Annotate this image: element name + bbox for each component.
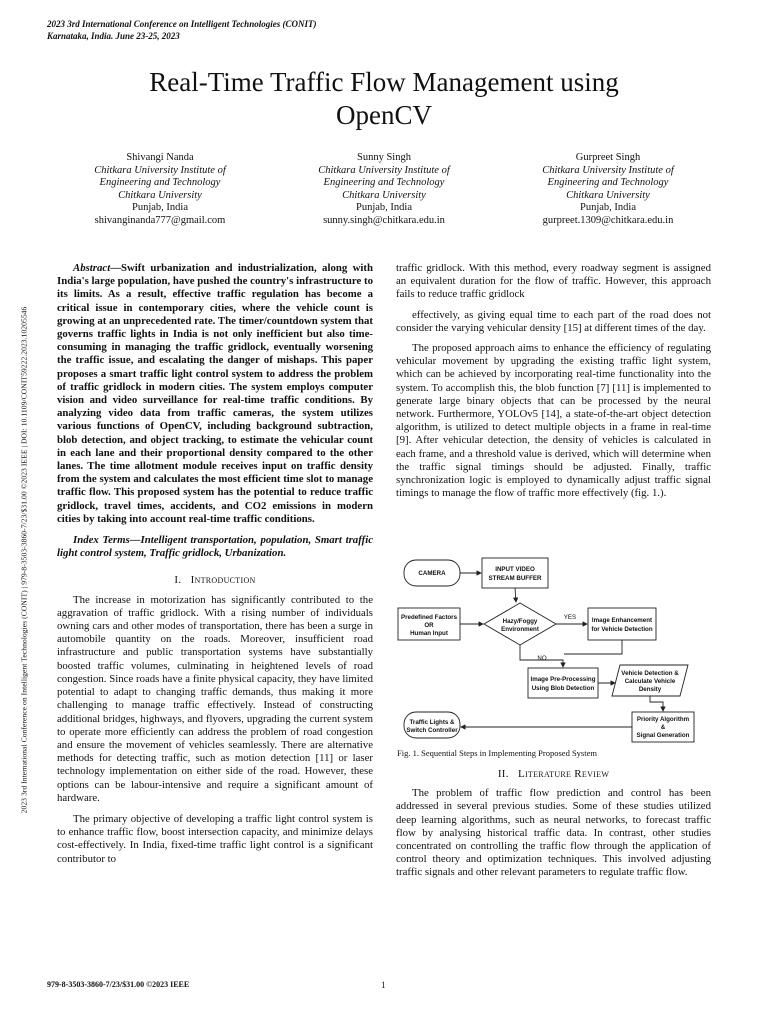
body-paragraph: traffic gridlock. With this method, every roadway segment is assigned an equivalent duration for the flow of traffic. However, this approach fails to reduce traffic gridlock — [396, 262, 711, 301]
input-video-label: INPUT VIDEO — [495, 566, 535, 573]
priority-algorithm-label: & — [660, 724, 666, 731]
author-email: gurpreet.1309@chitkara.edu.in — [542, 214, 674, 226]
footer-copyright: 979-8-3503-3860-7/23/$31.00 ©2023 IEEE — [47, 980, 190, 989]
preprocessing-label: Using Blob Detection — [531, 685, 595, 692]
preprocessing-label: Image Pre-Processing — [530, 676, 596, 683]
input-video-box — [482, 558, 548, 588]
abstract: Abstract—Swift urbanization and industrialization, along with India's large population, have pushed the country's infrastructure to its limits. As a result, effective traffic regulation has become a critical issue in contemporary cities, where the vehicle count is growing at an unprecedented rate. The timer/countdown system that governs traffic lights in India is not only inefficient but also time-consuming in managing the traffic gridlock, eventually worsening the traffic issue, and escalating the danger of mishaps. This paper proposes a smart traffic light control system to address the problem of traffic gridlock in modern cities. The system employs computer vision and video surveillance for real-time traffic conditions. By analyzing video data from traffic cameras, the system utilizes various functions of OpenCV, including background subtraction, blob detection, and object tracking, to estimate the vehicular count in each lane and their proportional density compared to the other lanes. The time allotment module receives input on traffic density from the system and calculates the most efficient time slot to manage traffic flow. This proposed system has the potential to reduce traffic gridlock, travel times, accidents, and CO2 emissions in modern cities by taking into account real-time traffic conditions. — [57, 262, 373, 525]
traffic-lights-label: Traffic Lights & — [409, 719, 455, 726]
predefined-factors-label: Predefined Factors — [400, 614, 458, 621]
yes-label: YES — [563, 614, 577, 621]
literature-review-section — [396, 768, 711, 880]
image-enhancement-box — [588, 608, 656, 640]
author-name: Gurpreet Singh — [575, 152, 641, 163]
camera-label: CAMERA — [418, 570, 446, 577]
section-heading-literature-review: II. Literature Review — [497, 768, 610, 780]
predefined-factors-label: OR — [424, 622, 434, 629]
conference-location: Karnataka, India. June 23-25, 2023 — [47, 31, 180, 41]
vehicle-detection-label: Calculate Vehicle — [624, 678, 676, 685]
index-terms: Index Terms—Intelligent transportation, population, Smart traffic light control system, Traffic gridlock, Urbanization. — [57, 534, 373, 560]
image-enhancement-label: Image Enhancement — [591, 617, 653, 624]
flowchart-figure — [396, 550, 716, 745]
author-email: sunny.singh@chitkara.edu.in — [323, 214, 445, 226]
author-block: Gurpreet Singh Chitkara University Institute of Engineering and Technology Chitkara University Punjab, India gurpreet.1309@chitkara.edu.in — [508, 152, 708, 227]
conference-name: 2023 3rd International Conference on Intelligent Technologies (CONIT) — [47, 19, 317, 29]
vehicle-detection-label: Density — [638, 686, 662, 693]
intro-paragraph: The primary objective of developing a traffic light control system is to enhance traffic flow, boost intersection capacity, and minimize delays cost-effectively. In India, fixed-time traffic light control is a significant contributor to — [57, 812, 373, 865]
image-enhancement-label: for Vehicle Detection — [591, 626, 653, 633]
author-name: Shivangi Nanda — [126, 152, 194, 163]
author-name: Sunny Singh — [357, 152, 411, 163]
page-number: 1 — [381, 980, 386, 990]
author-block: Sunny Singh Chitkara University Institute of Engineering and Technology Chitkara University Punjab, India sunny.singh@chitkara.edu.in — [284, 152, 484, 227]
priority-algorithm-label: Signal Generation — [636, 732, 690, 739]
intro-paragraph: The increase in motorization has significantly contributed to the aggravation of traffic gridlock. With a rising number of individuals owning cars and other modes of transportation, there has been a surge in automobile quantity on the roads. Moreover, insufficient road infrastructure and public transportation systems have substantially boosted traffic volumes, culminating in heightened levels of road congestion. Since roads have a finite physical capacity, they have limited potential to adapt to changing traffic demands, thus making it more challenging to manage traffic effectively. Instead of constructing additional bridges, highways, and flyovers, upgrading the current system to operate more efficiently can address the problem of road congestion and ensure the movement of vehicles seamlessly. There are alternative methods for detecting traffic, such as motion detection [11] or laser technology implementation on either side of the road. However, these options can be labour-intensive and require a significant amount of hardware. — [57, 593, 373, 804]
body-paragraph: effectively, as giving equal time to each part of the road does not consider the varying vehicular density [15] at different times of the day. — [396, 308, 711, 334]
conference-header — [47, 18, 316, 42]
predefined-factors-label: Human Input — [410, 630, 448, 637]
literature-paragraph: The problem of traffic flow prediction and control has been addressed in several previous studies. Some of these studies utilized deep learning algorithms, such as neural networks, to forecast traffic flow by analysing historical traffic data. In contrast, other studies concentrated on controlling the traffic flow through the application of control theory and optimization techniques. This involved adjusting traffic signals and other relevant parameters to regulate traffic flow. — [396, 787, 711, 879]
preprocessing-box — [528, 668, 598, 698]
right-column — [396, 262, 711, 500]
left-column — [57, 262, 373, 866]
vehicle-detection-label: Vehicle Detection & — [621, 670, 679, 677]
hazy-label: Environment — [501, 626, 539, 633]
author-block: Shivangi Nanda Chitkara University Institute of Engineering and Technology Chitkara University Punjab, India shivanginanda777@gmail.com — [60, 152, 260, 227]
doi-sidebar: 2023 3rd International Conference on Intelligent Technologies (CONIT) | 979-8-3503-3860-7/23/$31.00 ©2023 IEEE | DOI: 10.1109/CONIT59222.2023.10205546 — [19, 306, 29, 814]
figure-caption: Fig. 1. Sequential Steps in Implementing Proposed System — [397, 748, 597, 758]
body-paragraph: The proposed approach aims to enhance the efficiency of regulating vehicular movement by upgrading the existing traffic light system, which can be achieved by incorporating real-time functionality into the system. To accomplish this, the blob function [7] [11] is implemented to generate large binary objects that can be processed by the neural network. Furthermore, YOLOv5 [14], a state-of-the-art object detection algorithm, is utilized to detect multiple objects in a frame in real-time [9]. After vehicular detection, the density of vehicles is calculated in each frame, and a threshold value is derived, which will determine when the traffic signal timings should be adjusted. Finally, traffic synchronization logic is employed to dynamically adjust traffic signal timings to manage the flow of traffic more effectively (fig. 1.). — [396, 342, 711, 500]
paper-title: Real-Time Traffic Flow Management using OpenCV — [149, 67, 619, 130]
priority-algorithm-label: Priority Algorithm — [636, 716, 690, 723]
author-email: shivanginanda777@gmail.com — [94, 214, 226, 226]
no-label: NO — [537, 655, 547, 662]
section-heading-introduction: I. Introduction — [174, 574, 256, 587]
traffic-lights-label: Switch Controller — [406, 727, 458, 734]
hazy-label: Hazy/Foggy — [502, 618, 538, 625]
input-video-label: STREAM BUFFER — [488, 575, 542, 582]
